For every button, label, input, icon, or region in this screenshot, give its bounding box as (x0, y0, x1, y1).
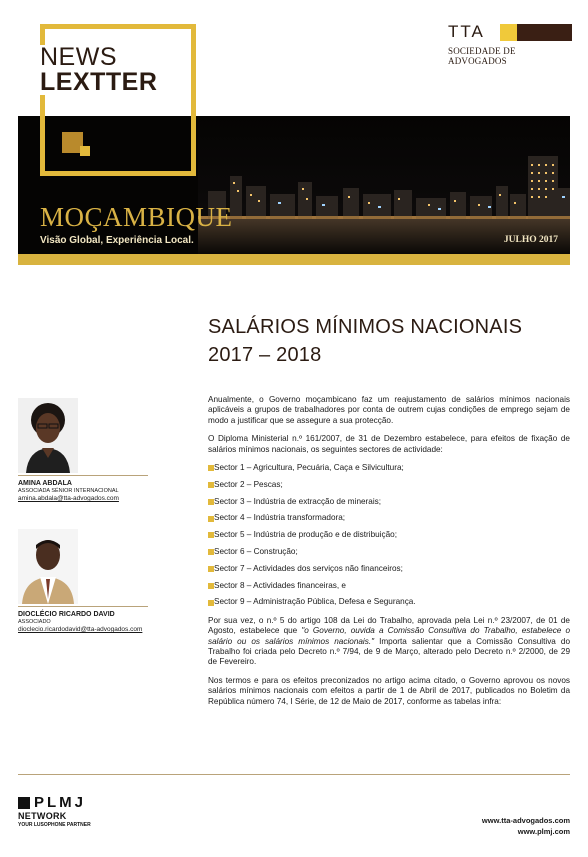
list-item: Sector 2 – Pescas; (208, 480, 570, 490)
article-headline (208, 313, 522, 369)
plmj-network: NETWORK (18, 811, 67, 821)
issue-date: JULHO 2017 (503, 235, 558, 245)
paragraph: Por sua vez, o n.º 5 do artigo 108 da Lei do Trabalho, aprovada pela Lei n.º 23/2007, de 01 de Agosto, estabelece que "o Governo, ouvida a Comissão Consultiva do Trabalho, estabelece o salário ou os salários mínimos nacionais." Importa salientar que a Comissão Consultiva do Trabalho foi criada pelo Decreto n.º 7/94, de 9 de Março, alterado pelo Decreto n.º 2/2000, de 29 de Fevereiro. (208, 615, 571, 667)
list-item: Sector 8 – Actividades financeiras, e (208, 581, 570, 591)
footer-divider (18, 774, 570, 775)
plmj-logo (18, 794, 91, 828)
tta-dark-block (517, 24, 572, 41)
tagline: Visão Global, Experiência Local. (40, 235, 194, 246)
author-email-link[interactable]: amina.abdala@tta-advogados.com (18, 495, 119, 502)
profile-divider (18, 606, 148, 607)
paragraph: Nos termos e para os efeitos preconizados no artigo acima citado, o Governo aprovou os novos salários mínimos nacionais com efeitos a partir de 1 de Abril de 2017, publicados no Boletim da República número 74, I Série, de 12 de Maio de 2017, conforme as tabelas infra: (208, 675, 570, 706)
city-skyline-image (198, 116, 570, 254)
country-title: MOÇAMBIQUE (40, 202, 233, 232)
author-role: ASSOCIADO (18, 619, 51, 625)
headline-line2: 2017 – 2018 (208, 344, 322, 366)
footer-links (482, 815, 570, 837)
author-profile (18, 529, 148, 633)
author-name: AMINA ABDALA (18, 480, 72, 487)
list-item: Sector 7 – Actividades dos serviços não financeiros; (208, 564, 570, 574)
list-item: Sector 4 – Indústria transformadora; (208, 513, 570, 523)
news-line2: LEXTTER (40, 68, 158, 96)
decor-square-gold (80, 146, 90, 156)
sector-list (208, 463, 570, 608)
list-item: Sector 6 – Construção; (208, 547, 570, 557)
website-link-plmj[interactable]: www.plmj.com (517, 827, 570, 836)
author-profile (18, 398, 148, 502)
city-banner (18, 116, 570, 254)
list-item: Sector 3 – Indústria de extracção de minerais; (208, 497, 570, 507)
newsletter-title (40, 45, 161, 95)
tta-gold-block (500, 24, 517, 41)
author-email-link[interactable]: dioclecio.ricardodavid@tta-advogados.com (18, 626, 143, 633)
list-item: Sector 9 – Administração Pública, Defesa e Segurança. (208, 597, 570, 607)
author-photo (18, 398, 78, 473)
news-line1: NEWS (40, 43, 117, 71)
website-link-tta[interactable]: www.tta-advogados.com (481, 816, 570, 825)
tta-brand: TTA (448, 22, 485, 41)
author-photo (18, 529, 78, 604)
plmj-name: PLMJ (34, 794, 87, 811)
quote: "o Governo, ouvida a Comissão Consultiva do Trabalho, estabelece o salário ou os salários mínimos nacionais." (208, 626, 570, 646)
tta-subtitle: SOCIEDADE DE ADVOGADOS (448, 46, 516, 66)
paragraph: Anualmente, o Governo moçambicano faz um reajustamento de salários mínimos nacionais aplicáveis a grupos de trabalhadores por conta de outrem cujas condições de emprego sejam de modo a justificar que se assegure a sua protecção. (208, 395, 570, 425)
tta-logo (448, 22, 572, 66)
author-role: ASSOCIADA SÉNIOR INTERNACIONAL (18, 488, 119, 494)
plmj-square-icon (18, 797, 30, 809)
article-body (208, 395, 570, 715)
headline-line1: SALÁRIOS MÍNIMOS NACIONAIS (208, 316, 523, 338)
author-name: DIOCLÉCIO RICARDO DAVID (18, 611, 115, 618)
banner-gold-bar (18, 254, 570, 265)
plmj-tagline: YOUR LUSOPHONE PARTNER (18, 822, 91, 828)
paragraph: O Diploma Ministerial n.º 161/2007, de 31 de Dezembro estabelece, para efeitos de fixação de salários mínimos nacionais, os seguintes sectores de actividade: (208, 434, 570, 454)
list-item: Sector 1 – Agricultura, Pecuária, Caça e Silvicultura; (208, 463, 570, 473)
profile-divider (18, 475, 148, 476)
list-item: Sector 5 – Indústria de produção e de distribuição; (208, 530, 570, 540)
